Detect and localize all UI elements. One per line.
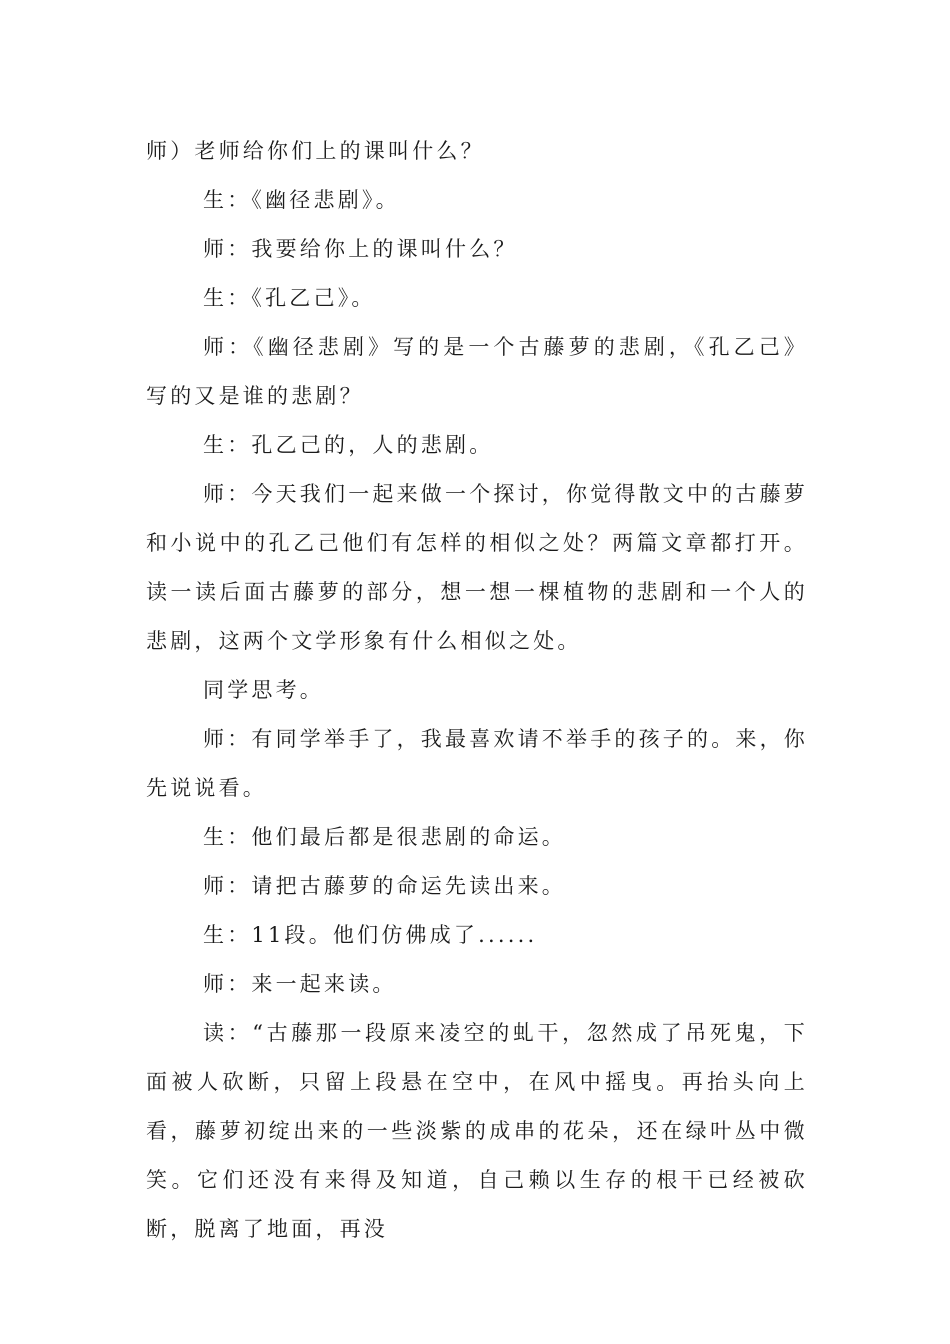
narration: 同学思考。 — [203, 678, 324, 702]
dialogue-teacher: 师：《幽径悲剧》写的是一个古藤萝的悲剧，《孔乙己》写的又是谁的悲剧？ — [146, 335, 808, 408]
dialogue-teacher: 师：来一起来读。 — [203, 972, 397, 996]
dialogue-student: 生：《孔乙己》。 — [203, 286, 376, 310]
dialogue-teacher: 师：有同学举手了，我最喜欢请不举手的孩子的。来，你先说说看。 — [146, 727, 808, 800]
paragraph-continuation: 师）老师给你们上的课叫什么？ — [146, 139, 485, 163]
dialogue-student: 生：孔乙己的，人的悲剧。 — [203, 433, 494, 457]
dialogue-student: 生：11段。他们仿佛成了...... — [203, 923, 538, 947]
dialogue-student: 生：《幽径悲剧》。 — [203, 188, 400, 212]
dialogue-teacher: 师：今天我们一起来做一个探讨，你觉得散文中的古藤萝和小说中的孔乙己他们有怎样的相似之处？两篇文章都打开。读一读后面古藤萝的部分，想一想一棵植物的悲剧和一个人的悲剧，这两个文学形象有什么相似之处。 — [146, 482, 808, 653]
dialogue-teacher: 师：我要给你上的课叫什么？ — [203, 237, 518, 261]
reading-quote: 读：“古藤那一段原来凌空的虬干，忽然成了吊死鬼，下面被人砍断，只留上段悬在空中，在风中摇曳。再抬头向上看，藤萝初绽出来的一些淡紫的成串的花朵，还在绿叶丛中微笑。它们还没有来得及知道，自己赖以生存的根干已经被砍断，脱离了地面，再没 — [146, 1021, 808, 1241]
document-body — [146, 127, 808, 1254]
dialogue-teacher: 师：请把古藤萝的命运先读出来。 — [203, 874, 566, 898]
dialogue-student: 生：他们最后都是很悲剧的命运。 — [203, 825, 566, 849]
